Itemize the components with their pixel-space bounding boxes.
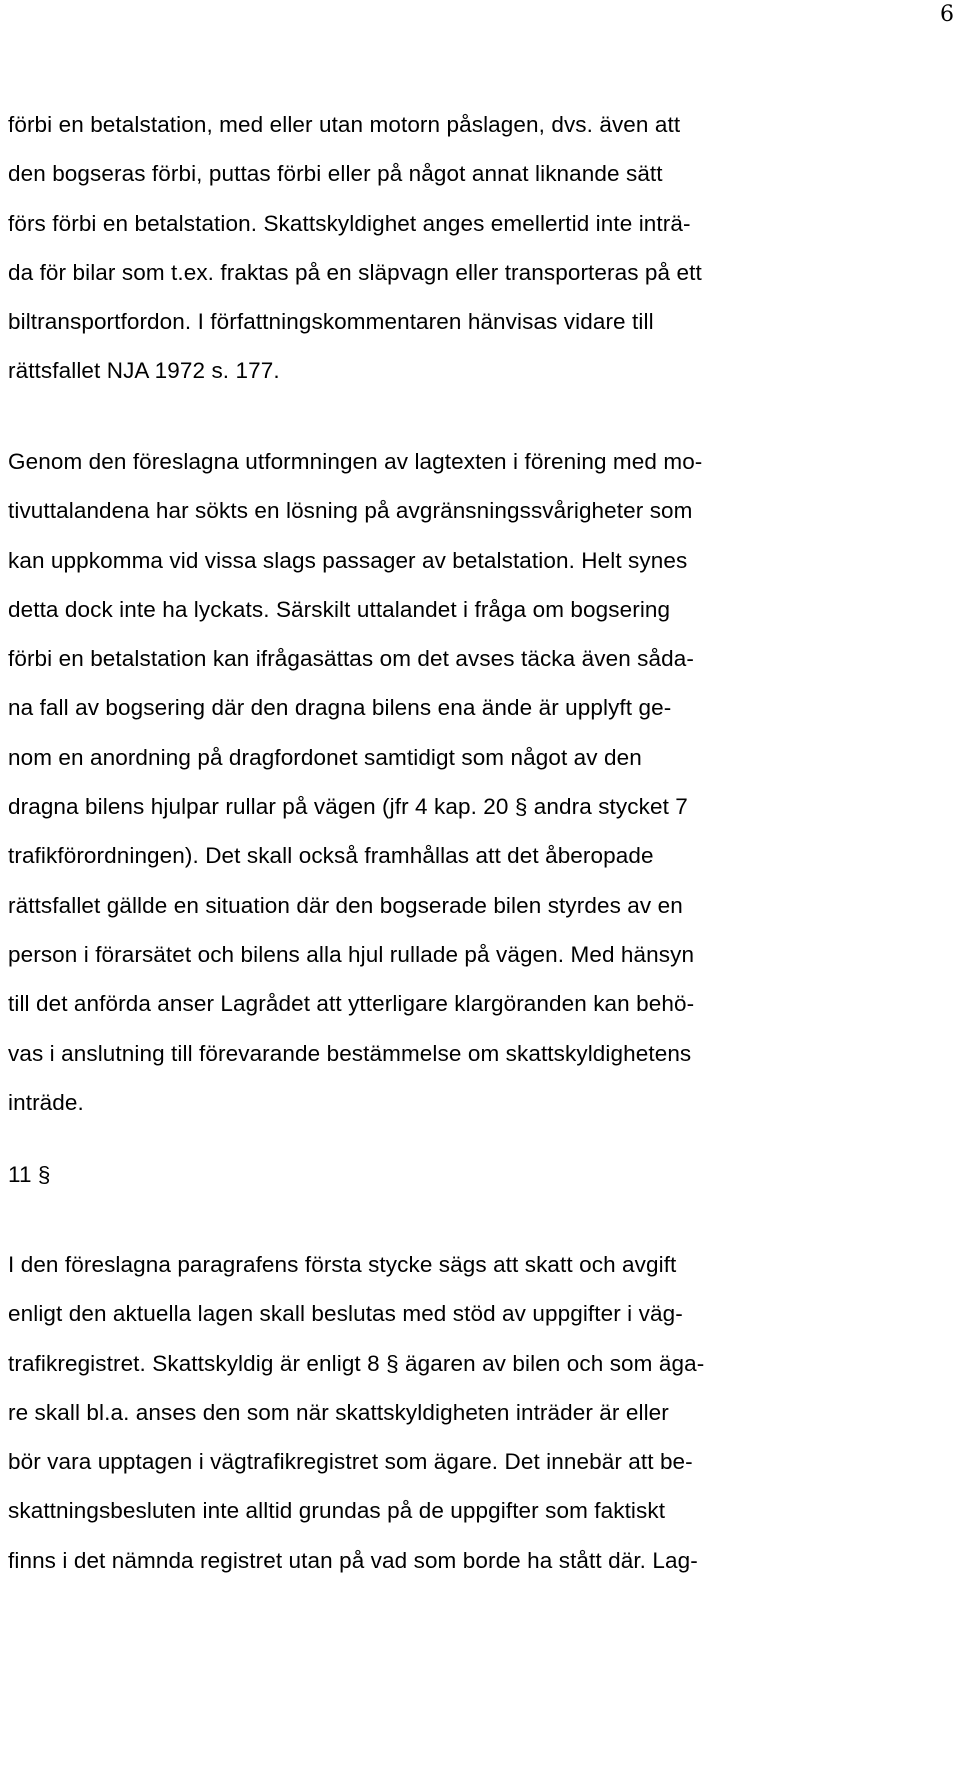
text-line: Genom den föreslagna utformningen av lagtexten i förening med mo- (8, 449, 703, 474)
text-line: den bogseras förbi, puttas förbi eller på något annat liknande sätt (8, 161, 663, 187)
text-line: na fall av bogsering där den dragna bilens ena ände är upplyft ge- (8, 695, 672, 721)
text-line: trafikregistret. Skattskyldig är enligt 8 § ägaren av bilen och som äga- (8, 1350, 705, 1376)
text-line: detta dock inte ha lyckats. Särskilt uttalandet i fråga om bogsering (8, 596, 671, 622)
text-line: förbi en betalstation, med eller utan motorn påslagen, dvs. även att (8, 112, 681, 137)
text-line: person i förarsätet och bilens alla hjul rullade på vägen. Med hänsyn (8, 941, 695, 967)
text-line: bör vara upptagen i vägtrafikregistret som ägare. Det innebär att be- (8, 1449, 693, 1475)
section-heading (8, 1150, 948, 1199)
text-line: finns i det nämnda registret utan på vad som borde ha stått där. Lag- (8, 1547, 698, 1573)
text-line: tivuttalandena har sökts en lösning på avgränsningssvårigheter som (8, 498, 693, 524)
paragraph-3 (8, 1240, 948, 1585)
text-line: förs förbi en betalstation. Skattskyldighet anges emellertid inte inträ- (8, 210, 691, 236)
text-line: vas i anslutning till förevarande bestämmelse om skattskyldighetens (8, 1040, 692, 1066)
page-number: 6 (940, 2, 954, 27)
text-line: rättsfallet gällde en situation där den bogserade bilen styrdes av en (8, 892, 683, 918)
text-line: kan uppkomma vid vissa slags passager av betalstation. Helt synes (8, 547, 688, 573)
text-line: rättsfallet NJA 1972 s. 177. (8, 358, 280, 384)
text-line: förbi en betalstation kan ifrågasättas om det avses täcka även såda- (8, 646, 694, 672)
text-line: dragna bilens hjulpar rullar på vägen (jfr 4 kap. 20 § andra stycket 7 (8, 794, 688, 820)
paragraph-2 (8, 437, 948, 1127)
text-line: till det anförda anser Lagrådet att ytterligare klargöranden kan behö- (8, 991, 695, 1017)
text-line: nom en anordning på dragfordonet samtidigt som något av den (8, 744, 642, 770)
paragraph-1 (8, 100, 948, 396)
text-line: enligt den aktuella lagen skall beslutas med stöd av uppgifter i väg- (8, 1301, 683, 1327)
text-line: inträde. (8, 1089, 84, 1115)
text-line: trafikförordningen). Det skall också framhållas att det åberopade (8, 843, 654, 869)
section-heading-text: 11 § (8, 1162, 51, 1187)
text-line: biltransportfordon. I författningskommentaren hänvisas vidare till (8, 309, 654, 335)
text-line: I den föreslagna paragrafens första stycke sägs att skatt och avgift (8, 1252, 677, 1277)
text-line: re skall bl.a. anses den som när skattskyldigheten inträder är eller (8, 1399, 669, 1425)
text-line: da för bilar som t.ex. fraktas på en släpvagn eller transporteras på ett (8, 259, 702, 285)
text-line: skattningsbesluten inte alltid grundas på de uppgifter som faktiskt (8, 1498, 666, 1524)
